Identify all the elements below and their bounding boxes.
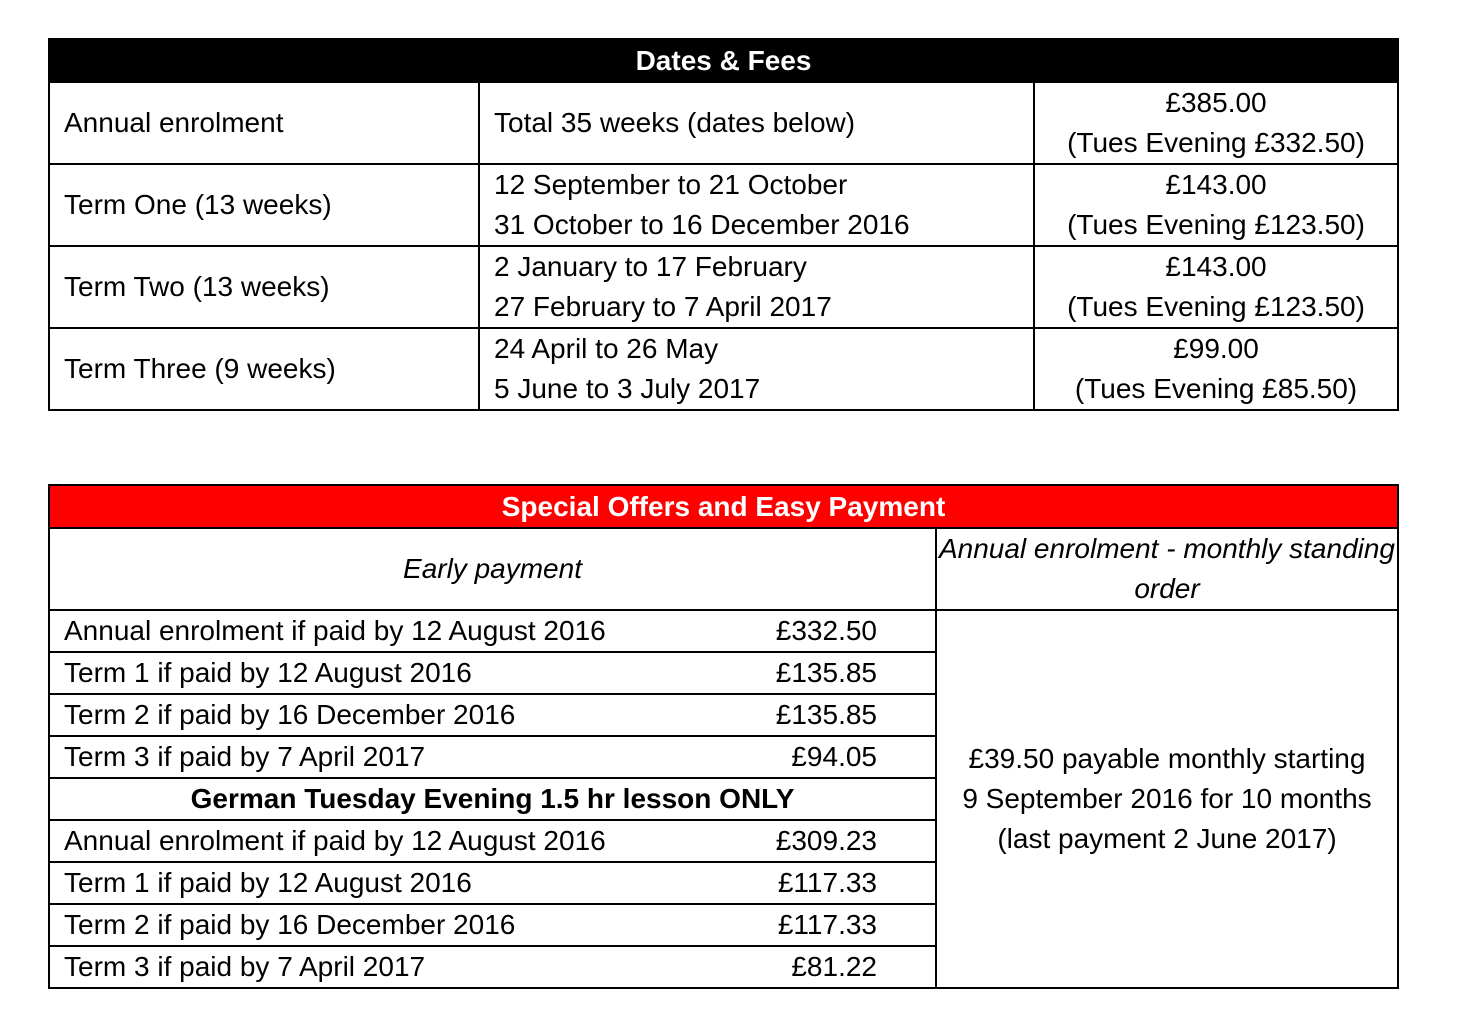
offer-text: Term 2 if paid by 16 December 2016 <box>64 699 516 730</box>
dates-fees-title: Dates & Fees <box>49 39 1398 82</box>
early-payment-header: Early payment <box>49 528 936 610</box>
fee-note: (Tues Evening £332.50) <box>1067 127 1365 158</box>
offer-text: Annual enrolment if paid by 12 August 2016 <box>64 825 606 856</box>
special-offers-table <box>48 484 1399 989</box>
fee-note: (Tues Evening £123.50) <box>1067 291 1365 322</box>
offer-text: Term 1 if paid by 12 August 2016 <box>64 867 472 898</box>
offer-price: £94.05 <box>791 741 877 772</box>
date-range: 5 June to 3 July 2017 <box>494 373 761 404</box>
fee-note: (Tues Evening £123.50) <box>1067 209 1365 240</box>
offer-price: £117.33 <box>777 867 877 898</box>
special-offers-title: Special Offers and Easy Payment <box>49 485 1398 528</box>
german-evening-header: German Tuesday Evening 1.5 hr lesson ONLY <box>49 778 936 820</box>
offer-price: £135.85 <box>775 699 877 730</box>
date-range: 2 January to 17 February <box>494 251 807 282</box>
offer-price: £81.22 <box>791 951 877 982</box>
offer-item <box>49 820 936 862</box>
offer-item <box>49 904 936 946</box>
date-range: 12 September to 21 October <box>494 169 848 200</box>
date-range: 27 February to 7 April 2017 <box>494 291 832 322</box>
date-range: 24 April to 26 May <box>494 333 719 364</box>
offer-item <box>49 862 936 904</box>
table-row <box>49 610 1398 652</box>
row-dates <box>479 164 1034 246</box>
date-range: 31 October to 16 December 2016 <box>494 209 910 240</box>
fee-value: £99.00 <box>1173 333 1259 364</box>
table-row <box>49 328 1398 410</box>
row-label: Annual enrolment <box>49 82 479 164</box>
fee-value: £143.00 <box>1165 169 1267 200</box>
offer-price: £117.33 <box>777 909 877 940</box>
row-fee <box>1034 164 1398 246</box>
offer-item <box>49 652 936 694</box>
row-fee <box>1034 82 1398 164</box>
offer-price: £332.50 <box>775 615 877 646</box>
fee-value: £143.00 <box>1165 251 1267 282</box>
fee-value: £385.00 <box>1165 87 1267 118</box>
offer-price: £135.85 <box>775 657 877 688</box>
offer-text: Term 2 if paid by 16 December 2016 <box>64 909 516 940</box>
offer-item <box>49 610 936 652</box>
row-dates <box>479 328 1034 410</box>
table-row <box>49 164 1398 246</box>
row-dates <box>479 82 1034 164</box>
offer-item <box>49 694 936 736</box>
row-dates <box>479 246 1034 328</box>
row-label: Term One (13 weeks) <box>49 164 479 246</box>
offer-price: £309.23 <box>775 825 877 856</box>
offer-item <box>49 946 936 988</box>
offer-text: Term 3 if paid by 7 April 2017 <box>64 951 426 982</box>
date-range: Total 35 weeks (dates below) <box>494 107 856 138</box>
monthly-standing-order-header: Annual enrolment - monthly standing order <box>936 528 1398 610</box>
row-label: Term Two (13 weeks) <box>49 246 479 328</box>
row-fee <box>1034 328 1398 410</box>
dates-fees-table <box>48 38 1399 411</box>
table-row <box>49 82 1398 164</box>
fee-note: (Tues Evening £85.50) <box>1074 373 1358 404</box>
offer-text: Term 1 if paid by 12 August 2016 <box>64 657 472 688</box>
row-label: Term Three (9 weeks) <box>49 328 479 410</box>
offer-item <box>49 736 936 778</box>
table-row <box>49 246 1398 328</box>
offer-text: Term 3 if paid by 7 April 2017 <box>64 741 426 772</box>
monthly-payment-info: £39.50 payable monthly starting 9 September 2016 for 10 months (last payment 2 June 2017) <box>936 610 1398 988</box>
offer-text: Annual enrolment if paid by 12 August 2016 <box>64 615 606 646</box>
row-fee <box>1034 246 1398 328</box>
